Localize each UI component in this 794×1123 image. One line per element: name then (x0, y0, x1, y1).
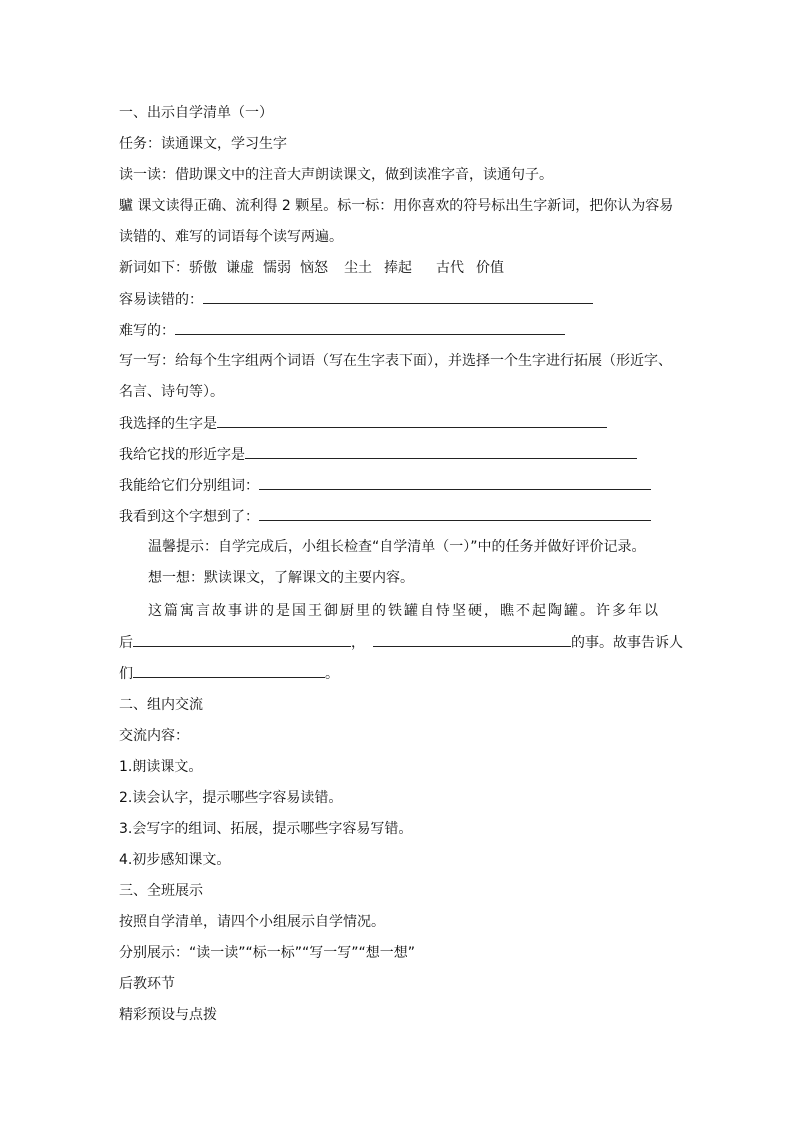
answer-blank[interactable] (133, 663, 325, 678)
new-word: 价值 (476, 260, 504, 276)
story-line-1: 这篇寓言故事讲的是国王御厨里的铁罐自恃坚硬，瞧不起陶罐。许多年以 (148, 603, 660, 619)
easy-wrong-label: 容易读错的： (119, 292, 203, 308)
compose-label: 我能给它们分别组词： (119, 478, 259, 494)
new-word: 尘土 (344, 260, 372, 276)
write-line-1: 写一写：给每个生字组两个词语（写在生字表下面），并选择一个生字进行拓展（形近字、 (119, 353, 672, 369)
new-word: 懦弱 (263, 260, 291, 276)
answer-blank[interactable] (217, 413, 607, 428)
story-line-3: 们 。 (119, 663, 339, 684)
hard-write-line (119, 320, 565, 341)
list-item: 1.朗读课文。 (119, 759, 203, 775)
think-of-label: 我看到这个字想到了： (119, 509, 259, 525)
answer-blank[interactable] (259, 506, 651, 521)
preset-heading: 精彩预设与点拨 (119, 1007, 217, 1023)
section-heading-2: 二、组内交流 (119, 697, 203, 713)
answer-blank[interactable] (373, 632, 571, 647)
new-word: 古代 (436, 260, 464, 276)
new-word: 骄傲 (189, 260, 217, 276)
star-line-1: 驢 课文读得正确、流利得 2 颗星。标一标：用你喜欢的符号标出生字新词，把你认为容易 (119, 198, 674, 214)
think-line: 想一想：默读课文，了解课文的主要内容。 (148, 570, 414, 586)
similar-label: 我给它找的形近字是 (119, 447, 245, 463)
read-line: 读一读：借助课文中的注音大声朗读课文，做到读准字音，读通句子。 (119, 167, 553, 183)
new-words-label: 新词如下： (119, 260, 189, 276)
list-item: 2.读会认字，提示哪些字容易读错。 (119, 790, 343, 806)
answer-blank[interactable] (133, 632, 351, 647)
list-item: 3.会写字的组词、拓展，提示哪些字容易写错。 (119, 821, 413, 837)
new-word: 恼怒 (300, 260, 328, 276)
think-of-line (119, 506, 651, 527)
easy-wrong-line (119, 289, 593, 310)
section-heading-1: 一、出示自学清单（一） (119, 105, 273, 121)
choose-line (119, 413, 607, 434)
tip-line: 温馨提示：自学完成后，小组长检查“自学清单（一）”中的任务并做好评价记录。 (148, 539, 646, 555)
new-words-line (119, 258, 504, 278)
list-item: 4.初步感知课文。 (119, 852, 231, 868)
compose-line (119, 475, 651, 496)
answer-blank[interactable] (245, 444, 637, 459)
similar-line (119, 444, 637, 465)
after-teaching-heading: 后教环节 (119, 976, 175, 992)
new-word: 捧起 (384, 260, 412, 276)
show-each-line: 分别展示：“读一读”“标一标”“写一写”“想一想” (119, 945, 416, 961)
story-line-2: 后 ， 的事。故事告诉人 (119, 632, 683, 653)
new-word: 谦虚 (226, 260, 254, 276)
exchange-line: 交流内容： (119, 728, 189, 744)
answer-blank[interactable] (259, 475, 651, 490)
section-heading-3: 三、全班展示 (119, 883, 203, 899)
choose-label: 我选择的生字是 (119, 416, 217, 432)
write-line-2: 名言、诗句等）。 (119, 384, 224, 400)
answer-blank[interactable] (203, 289, 593, 304)
star-line-2: 读错的、难写的词语每个读写两遍。 (119, 229, 343, 245)
show-line: 按照自学清单，请四个小组展示自学情况。 (119, 914, 385, 930)
answer-blank[interactable] (175, 320, 565, 335)
task-line: 任务：读通课文，学习生字 (119, 136, 287, 152)
hard-write-label: 难写的： (119, 323, 175, 339)
